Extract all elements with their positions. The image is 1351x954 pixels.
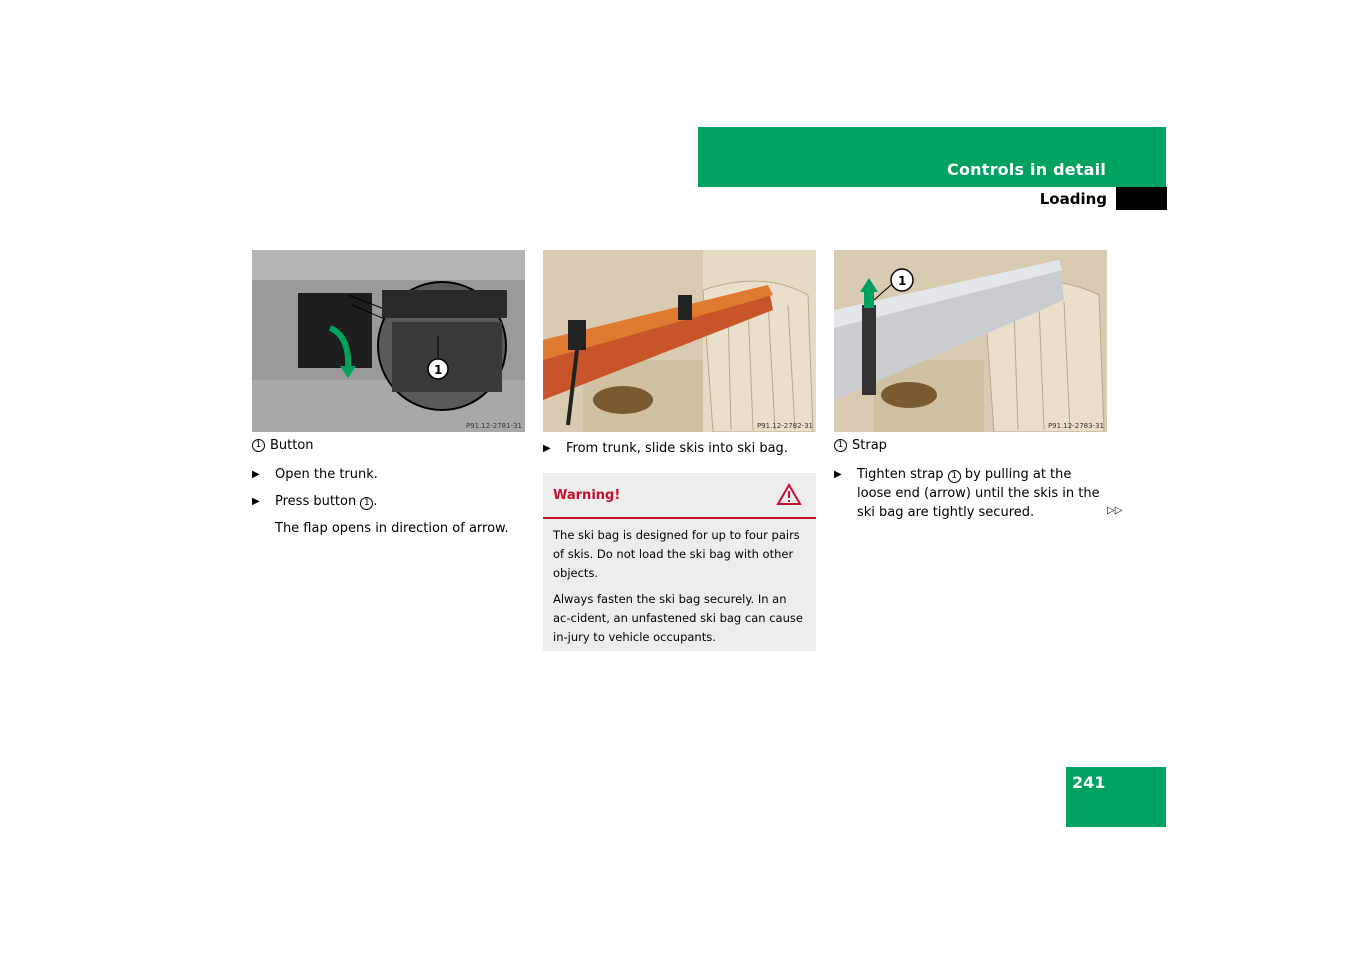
ski-strap-photo (834, 250, 1107, 432)
page-number-box (1066, 767, 1166, 827)
trunk-flap-photo (252, 250, 525, 432)
caption-text: Button (270, 438, 314, 453)
photo-code: P91.12-2781-31 (465, 422, 522, 430)
ski-bag-photo (543, 250, 816, 432)
callout-number: 1 (360, 497, 373, 510)
warning-title: Warning! (553, 488, 621, 503)
warning-box (543, 473, 816, 651)
svg-text:1: 1 (434, 363, 443, 377)
callout-number: 1 (948, 470, 961, 483)
photo-code: P91.12-2783-31 (1047, 422, 1104, 430)
section-header-bar (698, 127, 1166, 187)
bullet-arrow-icon: ▶ (543, 443, 551, 454)
subsection-title: Loading (1039, 190, 1107, 208)
warning-triangle-icon (776, 483, 802, 506)
callout-number: 1 (252, 439, 265, 452)
step-slide-skis: ▶ From trunk, slide skis into ski bag. (543, 441, 788, 456)
warning-paragraph: The ski bag is designed for up to four pairs of skis. Do not load the ski bag with other objects. (553, 528, 800, 580)
caption-text: Strap (852, 438, 887, 453)
warning-header (543, 473, 816, 519)
page-number: 241 (1072, 773, 1106, 792)
bullet-arrow-icon: ▶ (252, 496, 260, 507)
bullet-arrow-icon: ▶ (834, 469, 842, 480)
warning-paragraph: Always fasten the ski bag securely. In an ac-cident, an unfastened ski bag can cause in-jury to vehicle occupants. (553, 592, 803, 644)
step-press-button: ▶ Press button 1 . (252, 494, 378, 509)
section-title: Controls in detail (947, 160, 1106, 179)
step-tighten-strap: ▶ Tighten strap 1 by pulling at the loose end (arrow) until the skis in the ski bag are tightly secured. (834, 467, 1100, 520)
warning-body (543, 519, 816, 647)
photo-code: P91.12-2782-31 (756, 422, 813, 430)
bullet-arrow-icon: ▶ (252, 469, 260, 480)
step-result: The flap opens in direction of arrow. (275, 521, 509, 536)
svg-text:1: 1 (898, 274, 907, 288)
step-open-trunk: ▶ Open the trunk. (252, 467, 378, 482)
strap-caption (834, 438, 887, 453)
continued-marker: ▷▷ (1107, 505, 1123, 516)
callout-number: 1 (834, 439, 847, 452)
subsection-marker (1116, 187, 1167, 210)
button-caption (252, 438, 314, 453)
